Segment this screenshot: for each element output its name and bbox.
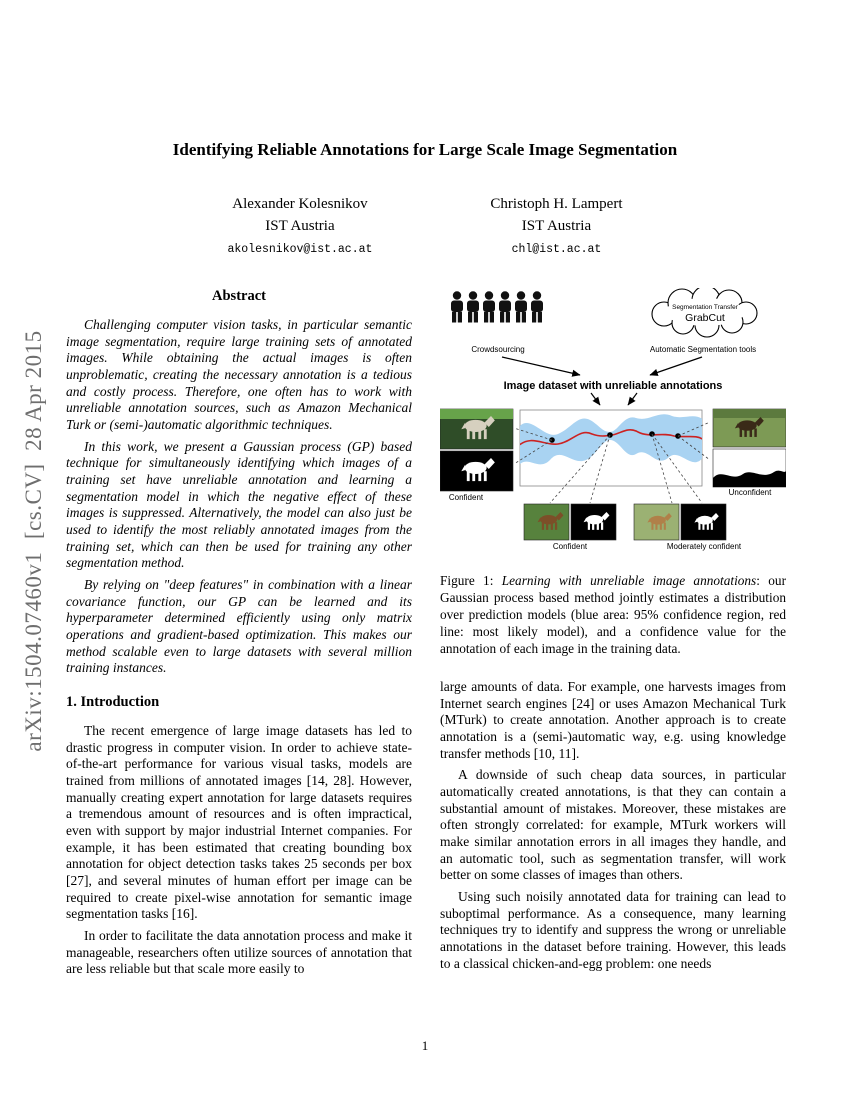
confident-bottom-label: Confident: [552, 542, 588, 551]
body-paragraph: Using such noisily annotated data for training can lead to suboptimal performance. As a consequence, many learning techniques try to identify and suppress the wrong or unreliable annotations in the dataset before training. However, this leads to a classical chicken-and-egg problem: one needs: [440, 889, 786, 971]
caption-prefix: Figure 1:: [440, 573, 502, 588]
author-block: [0, 196, 850, 256]
confident-left-label: Confident: [448, 493, 484, 502]
author-affiliation: IST Austria: [521, 218, 592, 234]
moderately-confident-label: Moderately confident: [666, 542, 742, 551]
author-affiliation: IST Austria: [265, 218, 335, 234]
abstract-paragraph: By relying on "deep features" in combination with a linear covariance function, our GP can be learned and its hyperparameter determined efficiently using only matrix operations and gradient-based optimization. This makes our method scalable even to large datasets with several million training instances.: [66, 576, 412, 676]
author-email: chl@ist.ac.at: [511, 243, 602, 256]
paper-title: Identifying Reliable Annotations for Large Scale Image Segmentation: [172, 140, 678, 159]
crowdsourcing-people-icons: [451, 291, 543, 322]
crowdsourcing-label: Crowdsourcing: [471, 345, 525, 354]
intro-paragraph: In order to facilitate the data annotation process and make it manageable, researchers often utilize sources of annotation that are less reliable but that scale more easily to: [66, 927, 412, 977]
intro-paragraph: The recent emergence of large image datasets has led to drastic progress in computer vision. In order to achieve state-of-the-art performance for various visual tasks, models are trained from millions of annotated images [14, 28]. However, manually creating expert annotation for large datasets requires a tremendous amount of resources and is often impractical, even with support by major industrial Internet companies. For example, it has been estimated that creating bounding box annotation for object detection tasks takes 25 seconds per box [27], and several minutes of human effort per image can be required to create pixel-wise annotation for semantic image segmentation tasks [16].: [66, 722, 412, 922]
author-1: [227, 196, 372, 256]
abstract-heading: Abstract: [212, 288, 266, 304]
cloud-label-segmentation-transfer: Segmentation Transfer: [672, 304, 738, 311]
page-number: 1: [421, 1038, 429, 1053]
abstract-paragraph: Challenging computer vision tasks, in particular semantic image segmentation, require large training sets of annotated images. While obtaining the actual images is often unproblematic, creating the necessary annotation is a tedious and costly process. Therefore, one often has to work with unreliable annotation sources, such as Amazon Mechanical Turk or (semi-)automatic algorithmic techniques.: [66, 316, 412, 432]
caption-rest: : our Gaussian process based method jointly estimates a distribution over prediction models (blue area: 95% confidence region, red line: most likely model), and a confidence value for the annotation of each image in the training data.: [440, 573, 786, 657]
body-paragraph: large amounts of data. For example, one harvests images from Internet search engines [24] or uses Amazon Mechanical Turk (MTurk) to create annotation. Another approach is to create annotation is a (semi-)automatic way, e.g. using knowledge transfer methods [10, 11].: [440, 679, 786, 761]
abstract-paragraph: In this work, we present a Gaussian process (GP) based technique for simultaneously identifying which images of a training set have unreliable annotation and learning a segmentation model in which the negative effect of these images is suppressed. Alternatively, the model can also just be used to identify the most reliably annotated images from the training set, which can then be used for training any other segmentation method.: [66, 438, 412, 571]
arxiv-stamp: arXiv:1504.07460v1 [cs.CV] 28 Apr 2015: [21, 330, 46, 752]
author-email: akolesnikov@ist.ac.at: [227, 243, 373, 256]
unconfident-label: Unconfident: [728, 488, 772, 497]
confident-left-images: [440, 409, 513, 491]
author-name: Christoph H. Lampert: [490, 196, 623, 212]
figure-caption: [440, 572, 786, 657]
auto-tools-label: Automatic Segmentation tools: [649, 345, 757, 354]
cloud-label-grabcut: GrabCut: [685, 312, 725, 324]
left-column: [66, 288, 412, 978]
confident-bottom-images: [524, 504, 616, 540]
figure-1-graphic: [440, 288, 786, 560]
body-paragraph: A downside of such cheap data sources, in particular automatically created annotations, is that they can contain a substantial amount of mistakes. Moreover, these mistakes are often strongly correlated: for example, MTurk workers will make similar annotation errors in all images they handle, and an automatic tool, such as segmentation transfer, will work better on some classes of images than others.: [440, 767, 786, 883]
unconfident-images: [713, 409, 786, 487]
caption-italic: Learning with unreliable image annotations: [501, 573, 757, 588]
dataset-title: Image dataset with unreliable annotations: [503, 380, 723, 392]
gp-plot: [514, 410, 710, 503]
figure-1: [440, 288, 786, 560]
right-column: [440, 288, 786, 973]
abstract-text: [66, 317, 412, 677]
moderately-confident-images: [634, 504, 726, 540]
author-2: [490, 196, 622, 256]
author-name: Alexander Kolesnikov: [232, 196, 368, 212]
section-heading-introduction: 1. Introduction: [66, 694, 160, 711]
